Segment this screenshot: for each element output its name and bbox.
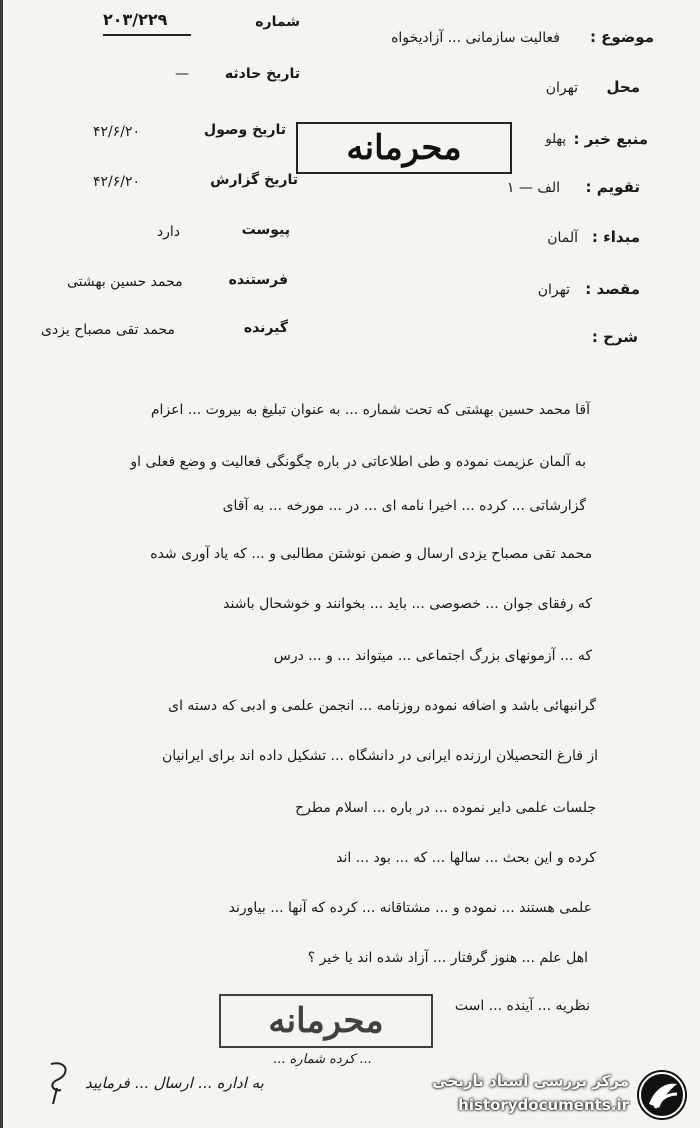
source-value: پهلو	[545, 132, 566, 147]
subject-label: موضوع :	[589, 28, 654, 46]
description-label: شرح :	[591, 328, 638, 346]
report-date-value: ۴۲/۶/۲۰	[93, 174, 141, 190]
place-value: تهران	[545, 80, 578, 96]
source-label: منبع خبر :	[573, 130, 648, 148]
rating-value: الف — ۱	[506, 180, 560, 196]
origin-label: مبداء :	[591, 228, 640, 246]
recipient-label: گیرنده	[243, 320, 288, 336]
origin-value: آلمان	[547, 230, 578, 246]
classification-stamp-bottom: محرمانه	[219, 994, 433, 1048]
subject-value: فعالیت سازمانی ... آزادیخواه	[391, 30, 560, 46]
logo-name: مرکز بررسی اسناد تاریخی	[432, 1072, 629, 1090]
body-line: که رفقای جوان ... خصوصی ... باید ... بخوانند و خوشحال باشند	[223, 596, 592, 612]
sender-label: فرستنده	[228, 272, 288, 288]
report-date-label: تاریخ گزارش	[210, 172, 298, 188]
classification-stamp-top: محرمانه	[296, 122, 512, 174]
sender-value: محمد حسین بهشتی	[67, 274, 183, 290]
body-line: از فارغ التحصیلان ارزنده ایرانی در دانشگاه ... تشکیل داده اند برای ایرانیان	[162, 748, 598, 764]
logo-url: historydocuments.ir	[458, 1096, 629, 1114]
attachment-value: دارد	[156, 224, 180, 240]
body-line: محمد تقی مصباح یزدی ارسال و ضمن نوشتن مطالبی و ... که یاد آوری شده	[150, 546, 592, 562]
handwritten-number-note: ... کرده شماره ...	[273, 1052, 372, 1067]
body-line: آقا محمد حسین بهشتی که تحت شماره ... به عنوان تبلیغ به بیروت ... اعزام	[150, 402, 590, 418]
receipt-date-value: ۴۲/۶/۲۰	[93, 124, 141, 140]
number-label: شماره	[255, 14, 300, 30]
recipient-value: محمد تقی مصباح یزدی	[41, 322, 175, 338]
body-line: جلسات علمی دایر نموده ... در باره ... اسلام مطرح	[295, 800, 596, 816]
archive-emblem-icon	[635, 1068, 689, 1122]
attachment-label: پیوست	[241, 222, 290, 238]
rating-label: تقویم :	[585, 178, 640, 196]
number-value: ۲۰۳/۲۲۹	[103, 10, 168, 29]
body-line: کرده و این بحث ... سالها ... که ... بود ... اند	[336, 850, 596, 866]
body-line: گزارشاتی ... کرده ... اخیرا نامه ای ... در ... مورخه ... به آقای	[222, 498, 586, 514]
destination-value: تهران	[537, 282, 570, 298]
incident-date-value: —	[175, 66, 189, 82]
archive-logo	[429, 1068, 691, 1122]
body-line: علمی هستند ... نموده و ... مشتاقانه ... کرده که آنها ... بیاورند	[228, 900, 592, 916]
incident-date-label: تاریخ حادثه	[224, 66, 300, 82]
destination-label: مقصد :	[585, 280, 640, 298]
signature-mark	[37, 1058, 77, 1108]
place-label: محل	[606, 78, 640, 96]
body-line: که ... آزمونهای بزرگ اجتماعی ... میتواند ... و ... درس	[273, 648, 592, 664]
handwritten-note: به اداره ... ارسال ... فرمایید	[85, 1074, 264, 1092]
number-underline	[103, 34, 191, 36]
body-line: نظریه ... آینده ... است	[454, 998, 590, 1014]
body-line: به آلمان عزیمت نموده و طی اطلاعاتی در باره چگونگی فعالیت و وضع فعلی او	[130, 454, 586, 470]
body-line: اهل علم ... هنوز گرفتار ... آزاد شده اند یا خیر ؟	[307, 950, 588, 966]
receipt-date-label: تاریخ وصول	[204, 122, 286, 138]
body-line: گرانبهائی باشد و اضافه نموده روزنامه ... انجمن علمی و ادبی که دسته ای	[168, 698, 596, 714]
